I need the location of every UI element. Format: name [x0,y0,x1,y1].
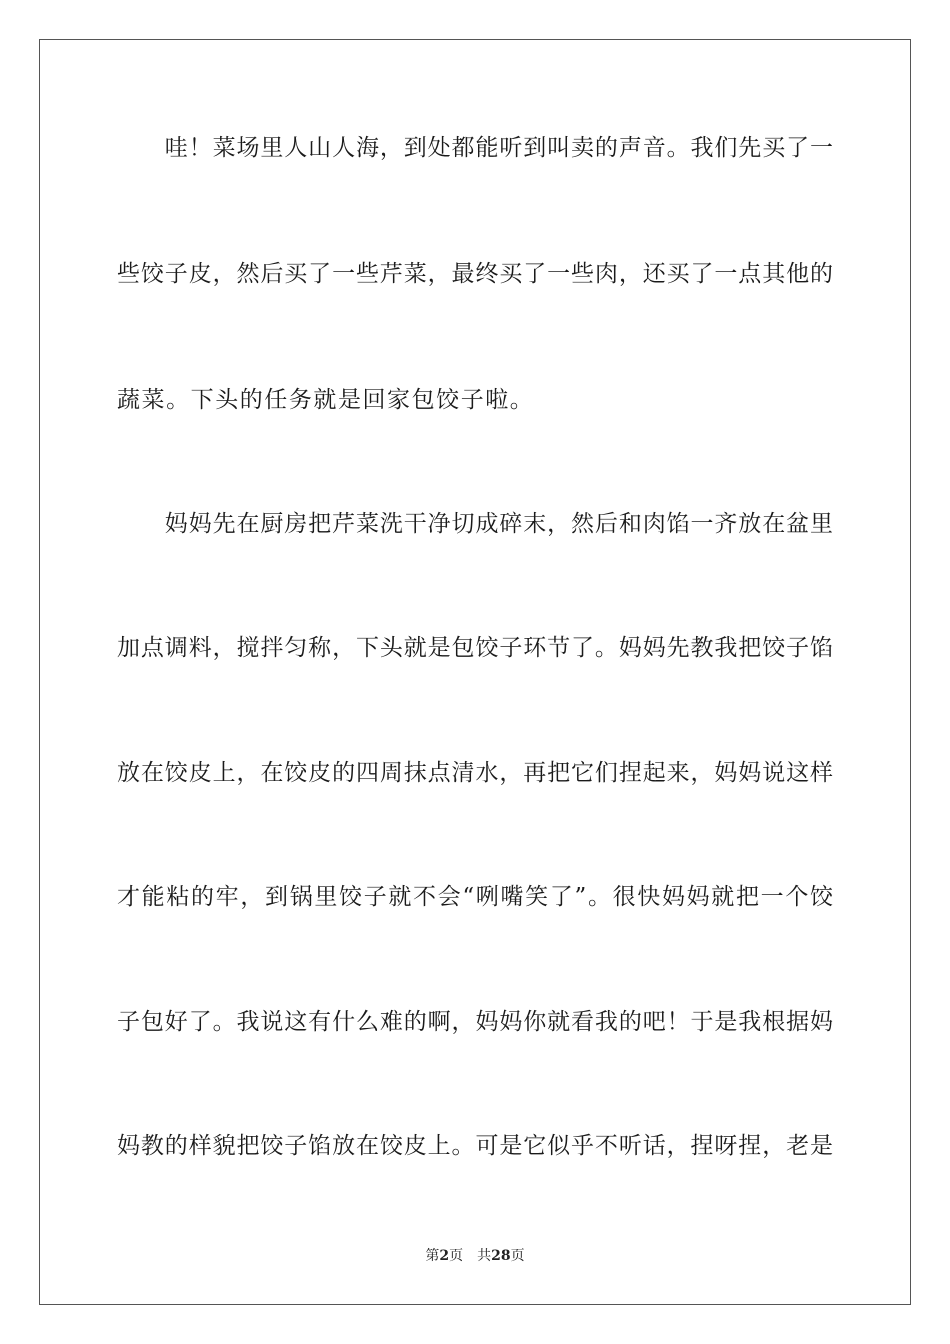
text-line: 蔬菜。下头的任务就是回家包饺子啦。 [117,387,535,413]
page-unit: 页 [449,1248,464,1264]
text-line: 加点调料，搅拌匀称，下头就是包饺子环节了。妈妈先教我把饺子馅 [117,635,833,661]
text-line: 才能粘的牢，到锅里饺子就不会“咧嘴笑了”。很快妈妈就把一个饺 [117,884,833,910]
text-line: 子包好了。我说这有什么难的啊，妈妈你就看我的吧！于是我根据妈 [117,1009,833,1035]
text-line: 哇！菜场里人山人海，到处都能听到叫卖的声音。我们先买了一 [117,135,833,161]
total-prefix: 共 [477,1248,492,1264]
text-line: 些饺子皮，然后买了一些芹菜，最终买了一些肉，还买了一点其他的 [117,261,833,287]
page-total: 28 [491,1248,511,1264]
page-prefix: 第 [425,1248,440,1264]
total-unit: 页 [510,1248,525,1264]
page-footer [0,1247,950,1265]
page-border [39,39,911,1305]
page-current: 2 [439,1248,450,1264]
text-line: 妈教的样貌把饺子馅放在饺皮上。可是它似乎不听话，捏呀捏，老是 [117,1133,833,1159]
text-line: 放在饺皮上，在饺皮的四周抹点清水，再把它们捏起来，妈妈说这样 [117,760,833,786]
text-line: 妈妈先在厨房把芹菜洗干净切成碎末，然后和肉馅一齐放在盆里 [117,511,833,537]
